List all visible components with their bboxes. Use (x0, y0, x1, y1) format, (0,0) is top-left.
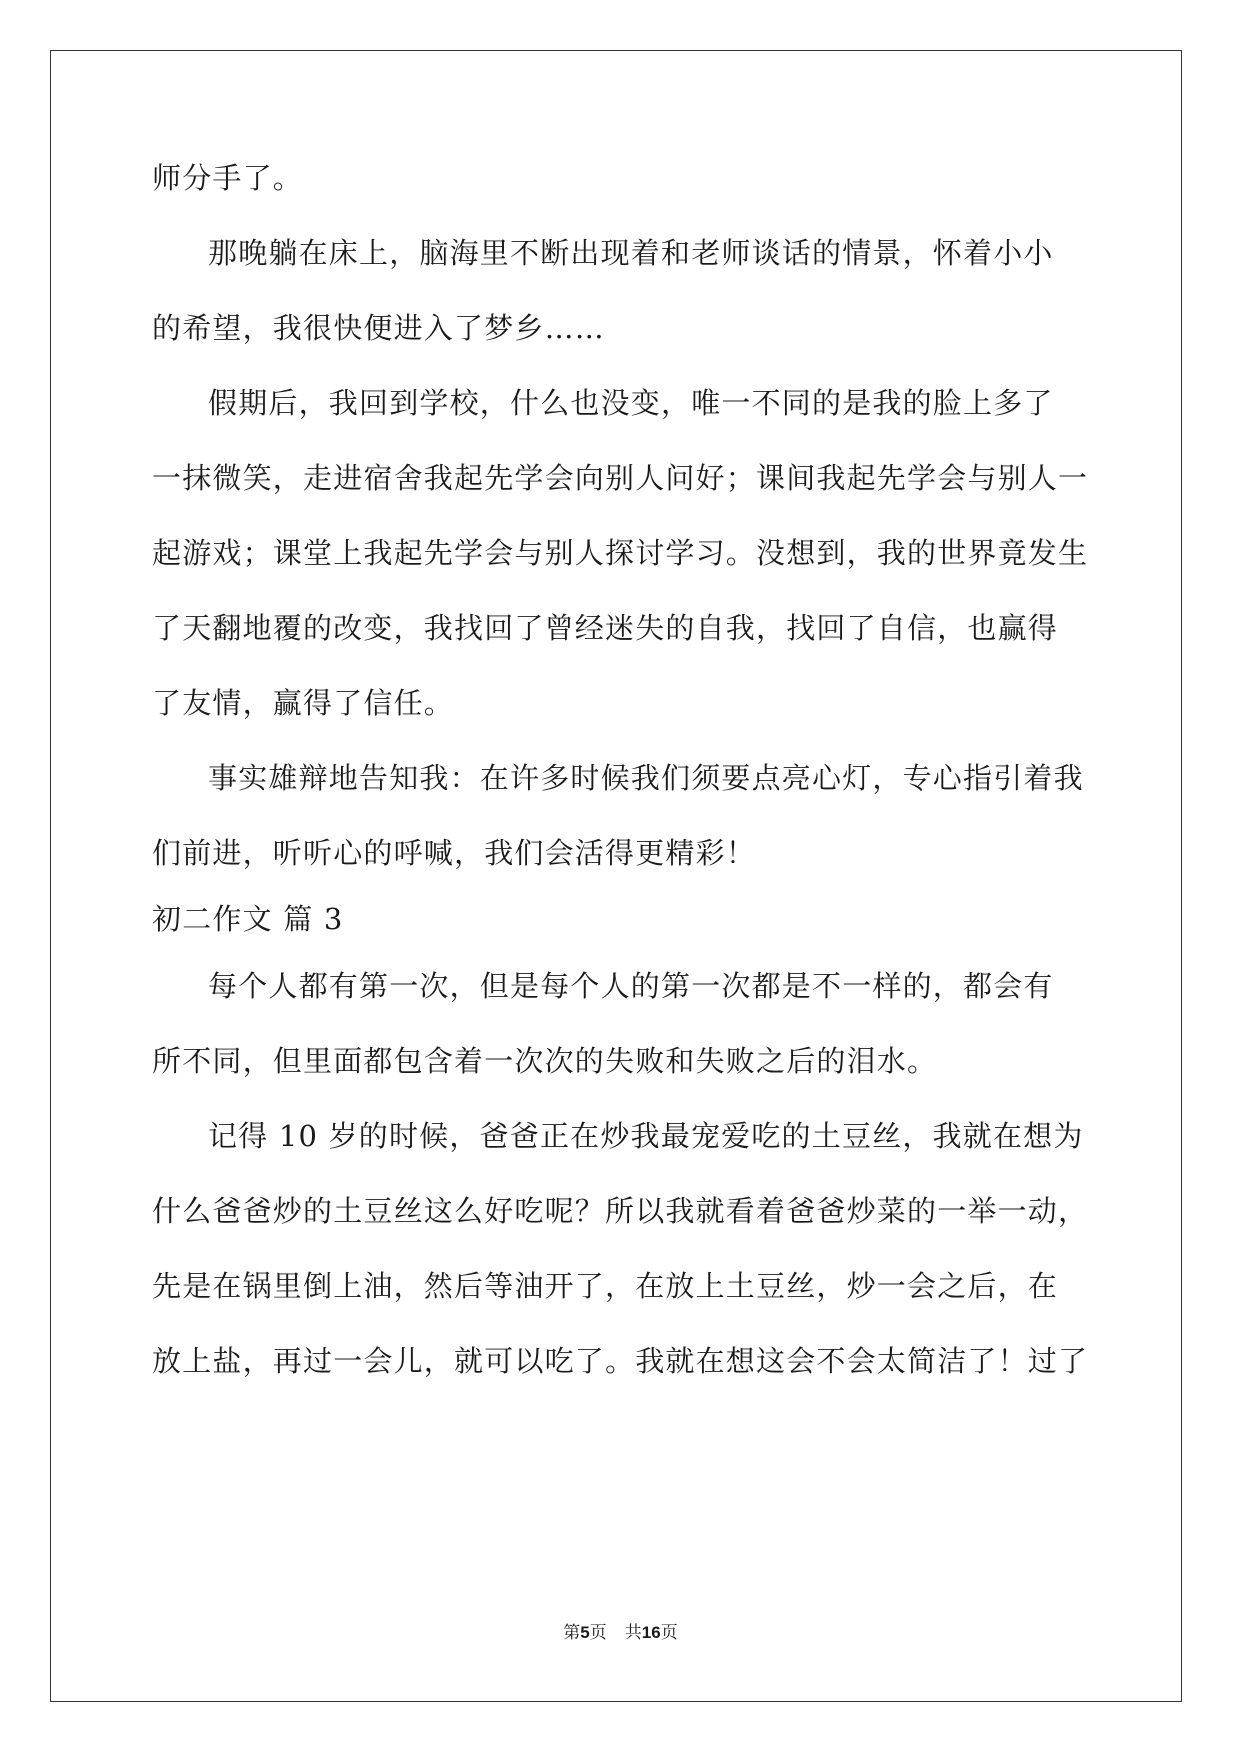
text-line: 的希望，我很快便进入了梦乡…… (152, 311, 606, 345)
paragraph-line: 每个人都有第一次，但是每个人的第一次都是不一样的，都会有 (208, 969, 1054, 1003)
text-line: 起游戏；课堂上我起先学会与别人探讨学习。没想到，我的世界竟发生 (152, 536, 1089, 570)
page-footer (0, 1621, 1241, 1645)
paragraph-line: 记得 10 岁的时候，爸爸正在炒我最宠爱吃的土豆丝，我就在想为 (208, 1119, 1084, 1153)
page-number: 5 (580, 1623, 590, 1642)
total-prefix: 共 (624, 1623, 642, 1643)
text-line: 了天翻地覆的改变，我找回了曾经迷失的自我，找回了自信，也赢得 (152, 611, 1059, 645)
text-line: 先是在锅里倒上油，然后等油开了，在放上土豆丝，炒一会之后，在 (152, 1269, 1059, 1303)
page-suffix: 页 (589, 1623, 607, 1643)
text-line: 们前进，听听心的呼喊，我们会活得更精彩！ (152, 836, 757, 870)
section-heading: 初二作文 篇 3 (152, 902, 344, 936)
paragraph-line: 那晚躺在床上，脑海里不断出现着和老师谈话的情景，怀着小小 (208, 236, 1054, 270)
text-line: 放上盐，再过一会儿，就可以吃了。我就在想这会不会太简洁了！过了 (152, 1344, 1089, 1378)
text-line: 什么爸爸炒的土豆丝这么好吃呢？所以我就看着爸爸炒菜的一举一动， (152, 1194, 1089, 1228)
page-border (50, 50, 1182, 1702)
page-prefix: 第 (563, 1623, 581, 1643)
total-suffix: 页 (660, 1623, 678, 1643)
text-line: 所不同，但里面都包含着一次次的失败和失败之后的泪水。 (152, 1044, 938, 1078)
paragraph-line: 假期后，我回到学校，什么也没变，唯一不同的是我的脸上多了 (208, 386, 1054, 420)
total-pages: 16 (641, 1623, 661, 1642)
paragraph-line: 事实雄辩地告知我：在许多时候我们须要点亮心灯，专心指引着我 (208, 761, 1084, 795)
text-line: 师分手了。 (152, 161, 304, 195)
text-line: 一抹微笑，走进宿舍我起先学会向别人问好；课间我起先学会与别人一 (152, 461, 1089, 495)
text-line: 了友情，赢得了信任。 (152, 686, 455, 720)
